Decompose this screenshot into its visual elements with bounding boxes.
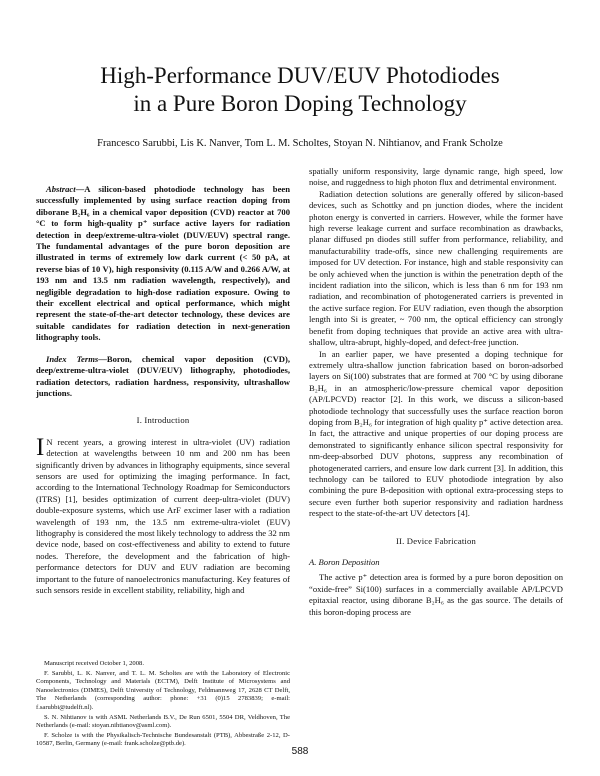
paper-title [40,62,560,118]
section-heading-fabrication: II. Device Fabrication [395,535,477,546]
title-line-2: in a Pure Boron Doping Technology [133,91,467,116]
body-paragraph: spatially uniform responsivity, large dynamic range, high speed, low noise, and ruggedness to high photon flux and detrimental environment. [309,166,563,188]
index-terms [36,354,290,400]
body-paragraph: Radiation detection solutions are generally offered by silicon-based devices, such as Schottky and pn junction diodes, where the incident photon energy is converted in carriers. However, while the former have high reverse leakage current and surface recombination as drawbacks, planar diffused pn diodes still suffer from performance, reliability, and manufacturability trade-offs, since new challenging requirements are imposed for UV detection. For instance, high and stable responsivity can be only achieved when the junction is within the penetration depth of the incident radiation into the silicon, which is less than 6 nm for 193 nm radiation, and recombination of photogenerated carriers is prevented in the active surface region. For EUV radiation, even though the absorption length into Si is greater, ~ 700 nm, the optical efficiency can strongly benefit from doping techniques that provide an active area with ultra-shallow, ultra-abrupt, highly-doped, and defect-free junction. [309,188,563,348]
subsection-heading-boron: A. Boron Deposition [309,557,380,567]
footnote: F. Scholze is with the Physikalisch-Technische Bundesanstalt (PTB), Abbestraße 2-12, D-10587, Berlin, Germany (e-mail: frank.scholze@ptb.de). [36,731,290,748]
title-line-1: High-Performance DUV/EUV Photodiodes [100,63,500,88]
footnotes [36,660,290,750]
footnote: F. Sarubbi, L. K. Nanver, and T. L. M. Scholtes are with the Laboratory of Electronic Components, Technology and Materials (ECTM), Delft Institute of Microsystems and Nanoelectronics (DIMES), Delft University of Technology, Feldmannweg 17, 2628 CT Delft, The Netherlands (corresponding author: phone: +31 (0)15 2783839; e-mail: f.sarubbi@tudelft.nl). [36,669,290,711]
right-column [309,166,563,618]
footnote: S. N. Nihtianov is with ASML Netherlands B.V., De Run 6501, 5504 DR, Veldhoven, The Netherlands (e-mail: stoyan.nihtianov@asml.com). [36,713,290,730]
intro-dropcap: I [36,433,45,461]
page-number: 588 [291,746,309,757]
intro-paragraph [36,433,290,597]
index-terms-text: —Boron, chemical vapor deposition (CVD), deep/extreme-ultra-violet (DUV/EUV) lithography, photodiodes, radiation detectors, radiation hardness, responsivity, ultrashallow junctions. [36,353,291,398]
body-paragraph: In an earlier paper, we have presented a doping technique for extremely ultra-shallow junction fabrication based on boron-adsorbed layers on Si(100) substrates that are formed at 700 °C by using diborane B₂H₆ in an atmospheric/low-pressure chemical vapor deposition (AP/LPCVD) reactor [2]. In this work, we discuss a silicon-based photodiode technology that successfully uses the surface reaction boron doping from B₂H₆ for integration of high quality p⁺ active detection area. In fact, the attractive and unique properties of our doping process are demonstrated to significantly enhance silicon spectral responsivity for nm-deep-absorbed DUV photons, suppress any recombination of photogenerated carriers, and ensure low dark current [3]. In addition, this technology can be tailored to EUV photodiode integration by also combining the pure B-deposition with optional extra-processing steps to secure even further both superior responsivity and radiation hardness respect to the state-of-the-art UV detectors [4]. [309,348,563,519]
abstract [36,184,290,344]
section-heading-introduction: I. Introduction [136,415,190,426]
index-terms-label: Index Terms [46,353,99,364]
left-column [36,166,290,596]
author-list: Francesco Sarubbi, Lis K. Nanver, Tom L. M. Scholtes, Stoyan N. Nihtianov, and Frank Scholze [97,138,503,149]
abstract-text: —A silicon-based photodiode technology has been successfully implemented by using surface reaction doping from diborane B₂H₆ in a chemical vapor deposition (CVD) reactor at 700 °C to form high-quality p⁺ surface active layers for radiation detection in deep/extreme-ultra-violet (DUV/EUV) spectral range. The fundamental advantages of the pure boron deposition are illustrated in terms of extremely low dark current (< 50 pA, at reverse bias of 10 V), high responsivity (0.115 A/W and 0.266 A/W, at 193 nm and 13.5 nm radiation wavelength, respectively), and negligible degradation to high-dose radiation exposure. Owing to their excellent electrical and optical performance, which might represent the state-of-the-art detector technology, these devices are suitable candidates for radiation detection in next-generation lithography tools. [36,184,290,343]
intro-paragraph-text: N recent years, a growing interest in ultra-violet (UV) radiation detection at wavelengths between 10 nm and 200 nm has been significantly driven by advances in lithography equipments, since several sensors are used for optimizing the imaging performance. In fact, according to the International Technology Roadmap for Semiconductors (ITRS) [1], besides optimization of current deep-ultra-violet (DUV) double-exposure systems, which use ArF excimer laser with a radiation wavelength of 193 nm, the 13.5 nm extreme-ultra-violet (EUV) lithography is considered the most likely technology to address the 32 nm device node, based on cost-effectiveness and ability to extend to future nodes. Therefore, the development and the fabrication of high-performance detectors for DUV and EUV radiation are becoming important to the future of nanoelectronics manufacturing. Key features of such sensors reside in excellent stability, reliability, high and [36,436,290,595]
abstract-label: Abstract [46,184,76,194]
footnote: Manuscript received October 1, 2008. [44,660,144,667]
body-paragraph: The active p⁺ detection area is formed by a pure boron deposition on “oxide-free” Si(100) surfaces in a commercially available AP/LPCVD epitaxial reactor, using diborane B₂H₆ as the gas source. The details of this boron-doping process are [309,572,563,617]
